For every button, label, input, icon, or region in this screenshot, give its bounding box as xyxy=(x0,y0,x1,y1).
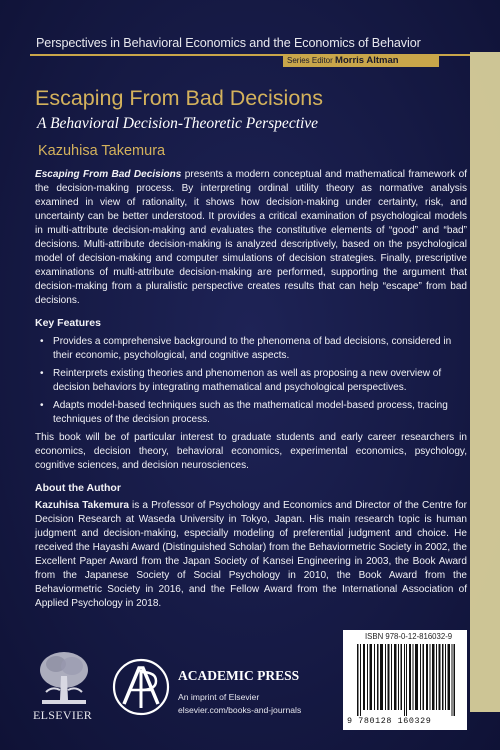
series-editor-box xyxy=(283,55,439,67)
about-author-paragraph xyxy=(35,499,467,611)
bullet-icon: • xyxy=(40,399,44,411)
barcode-number: 9 780128 160329 xyxy=(347,716,432,726)
series-editor-name: Morris Altman xyxy=(335,55,399,66)
key-feature-text: Provides a comprehensive background to the phenomena of bad decisions, considered in their economic, psychological, and cognitive aspects. xyxy=(53,335,452,361)
key-feature-text: Reinterprets existing theories and phenomenon as well as proposing a new overview of decision behaviors by integrating mathematical and psychological perspectives. xyxy=(53,367,442,393)
key-features-heading: Key Features xyxy=(35,317,101,330)
isbn-barcode-box xyxy=(343,630,467,730)
publisher-imprint: An imprint of Elsevier xyxy=(178,692,260,702)
barcode-icon xyxy=(357,644,455,716)
book-title: Escaping From Bad Decisions xyxy=(35,86,323,110)
key-feature-text: Adapts model-based techniques such as the mathematical model-based process, tracing techniques of the decision process. xyxy=(53,399,448,425)
elsevier-wordmark: ELSEVIER xyxy=(33,708,93,722)
book-subtitle: A Behavioral Decision-Theoretic Perspective xyxy=(37,115,319,132)
description-lead-title: Escaping From Bad Decisions xyxy=(35,169,182,180)
description-paragraph xyxy=(35,168,467,308)
key-feature-item xyxy=(35,399,467,427)
book-author: Kazuhisa Takemura xyxy=(38,143,166,159)
bullet-icon: • xyxy=(40,367,44,379)
bullet-icon: • xyxy=(40,335,44,347)
back-cover-text xyxy=(35,168,467,611)
description-text: presents a modern conceptual and mathematical framework of the decision-making process. By interpreting ordinal utility theory as normative analysis examined in view of rationality, it shows how decision-making under certainty, risk, and uncertainty can be better understood. It provides a critical examination of psychological models in multi-attribute decision-making and evaluates the constitutive elements of “good” and “bad” decisions. Multi-attribute decision-making is analyzed descriptively, based on the psychological model of decision-making and computer simulations of decision strategies. Finally, prescriptive examinations of multi-attribute decision-making are performed, supporting the argument that decision-making from a pluralistic perspective creates results that can help “escape” from bad decisions. xyxy=(35,169,467,307)
series-editor-prefix: Series Editor xyxy=(287,56,333,65)
key-features-list xyxy=(35,335,467,427)
series-title: Perspectives in Behavioral Economics and the Economics of Behavior xyxy=(36,36,421,50)
publisher-name: ACADEMIC PRESS xyxy=(178,668,300,683)
audience-paragraph: This book will be of particular interest to graduate students and early career researchers in economics, decision theory, behavioral economics, experimental economics, psychology, cognitive sciences, and decision neurosciences. xyxy=(35,431,467,471)
elsevier-tree-logo xyxy=(34,648,94,706)
about-author-text: is a Professor of Psychology and Economics and Director of the Centre for Decision Research at Waseda University in Tokyo, Japan. His main research topic is human judgment and decision-making, especially modeling of preferential judgment and choice. He received the Hayashi Award (Distinguished Scholar) from the Behaviormetric Society in 2002, the Excellent Paper Award from the Japan Society of Kansei Engineering in 2003, the Book Award from the Japanese Society of Social Psychology in 2010, the Book Award from the Behaviormetric Society in 2016, and the Fellow Award from the International Association of Applied Psychology in 2018. xyxy=(35,499,467,610)
about-author-name: Kazuhisa Takemura xyxy=(35,499,129,511)
publisher-block xyxy=(178,668,301,715)
side-color-strip xyxy=(470,52,500,712)
key-feature-item xyxy=(35,335,467,363)
key-feature-item xyxy=(35,367,467,395)
academic-press-logo xyxy=(110,656,172,718)
isbn-label: ISBN 978-0-12-816032-9 xyxy=(365,632,453,641)
about-author-heading: About the Author xyxy=(35,481,121,494)
publisher-url: elsevier.com/books-and-journals xyxy=(178,705,302,715)
series-header xyxy=(0,33,500,69)
